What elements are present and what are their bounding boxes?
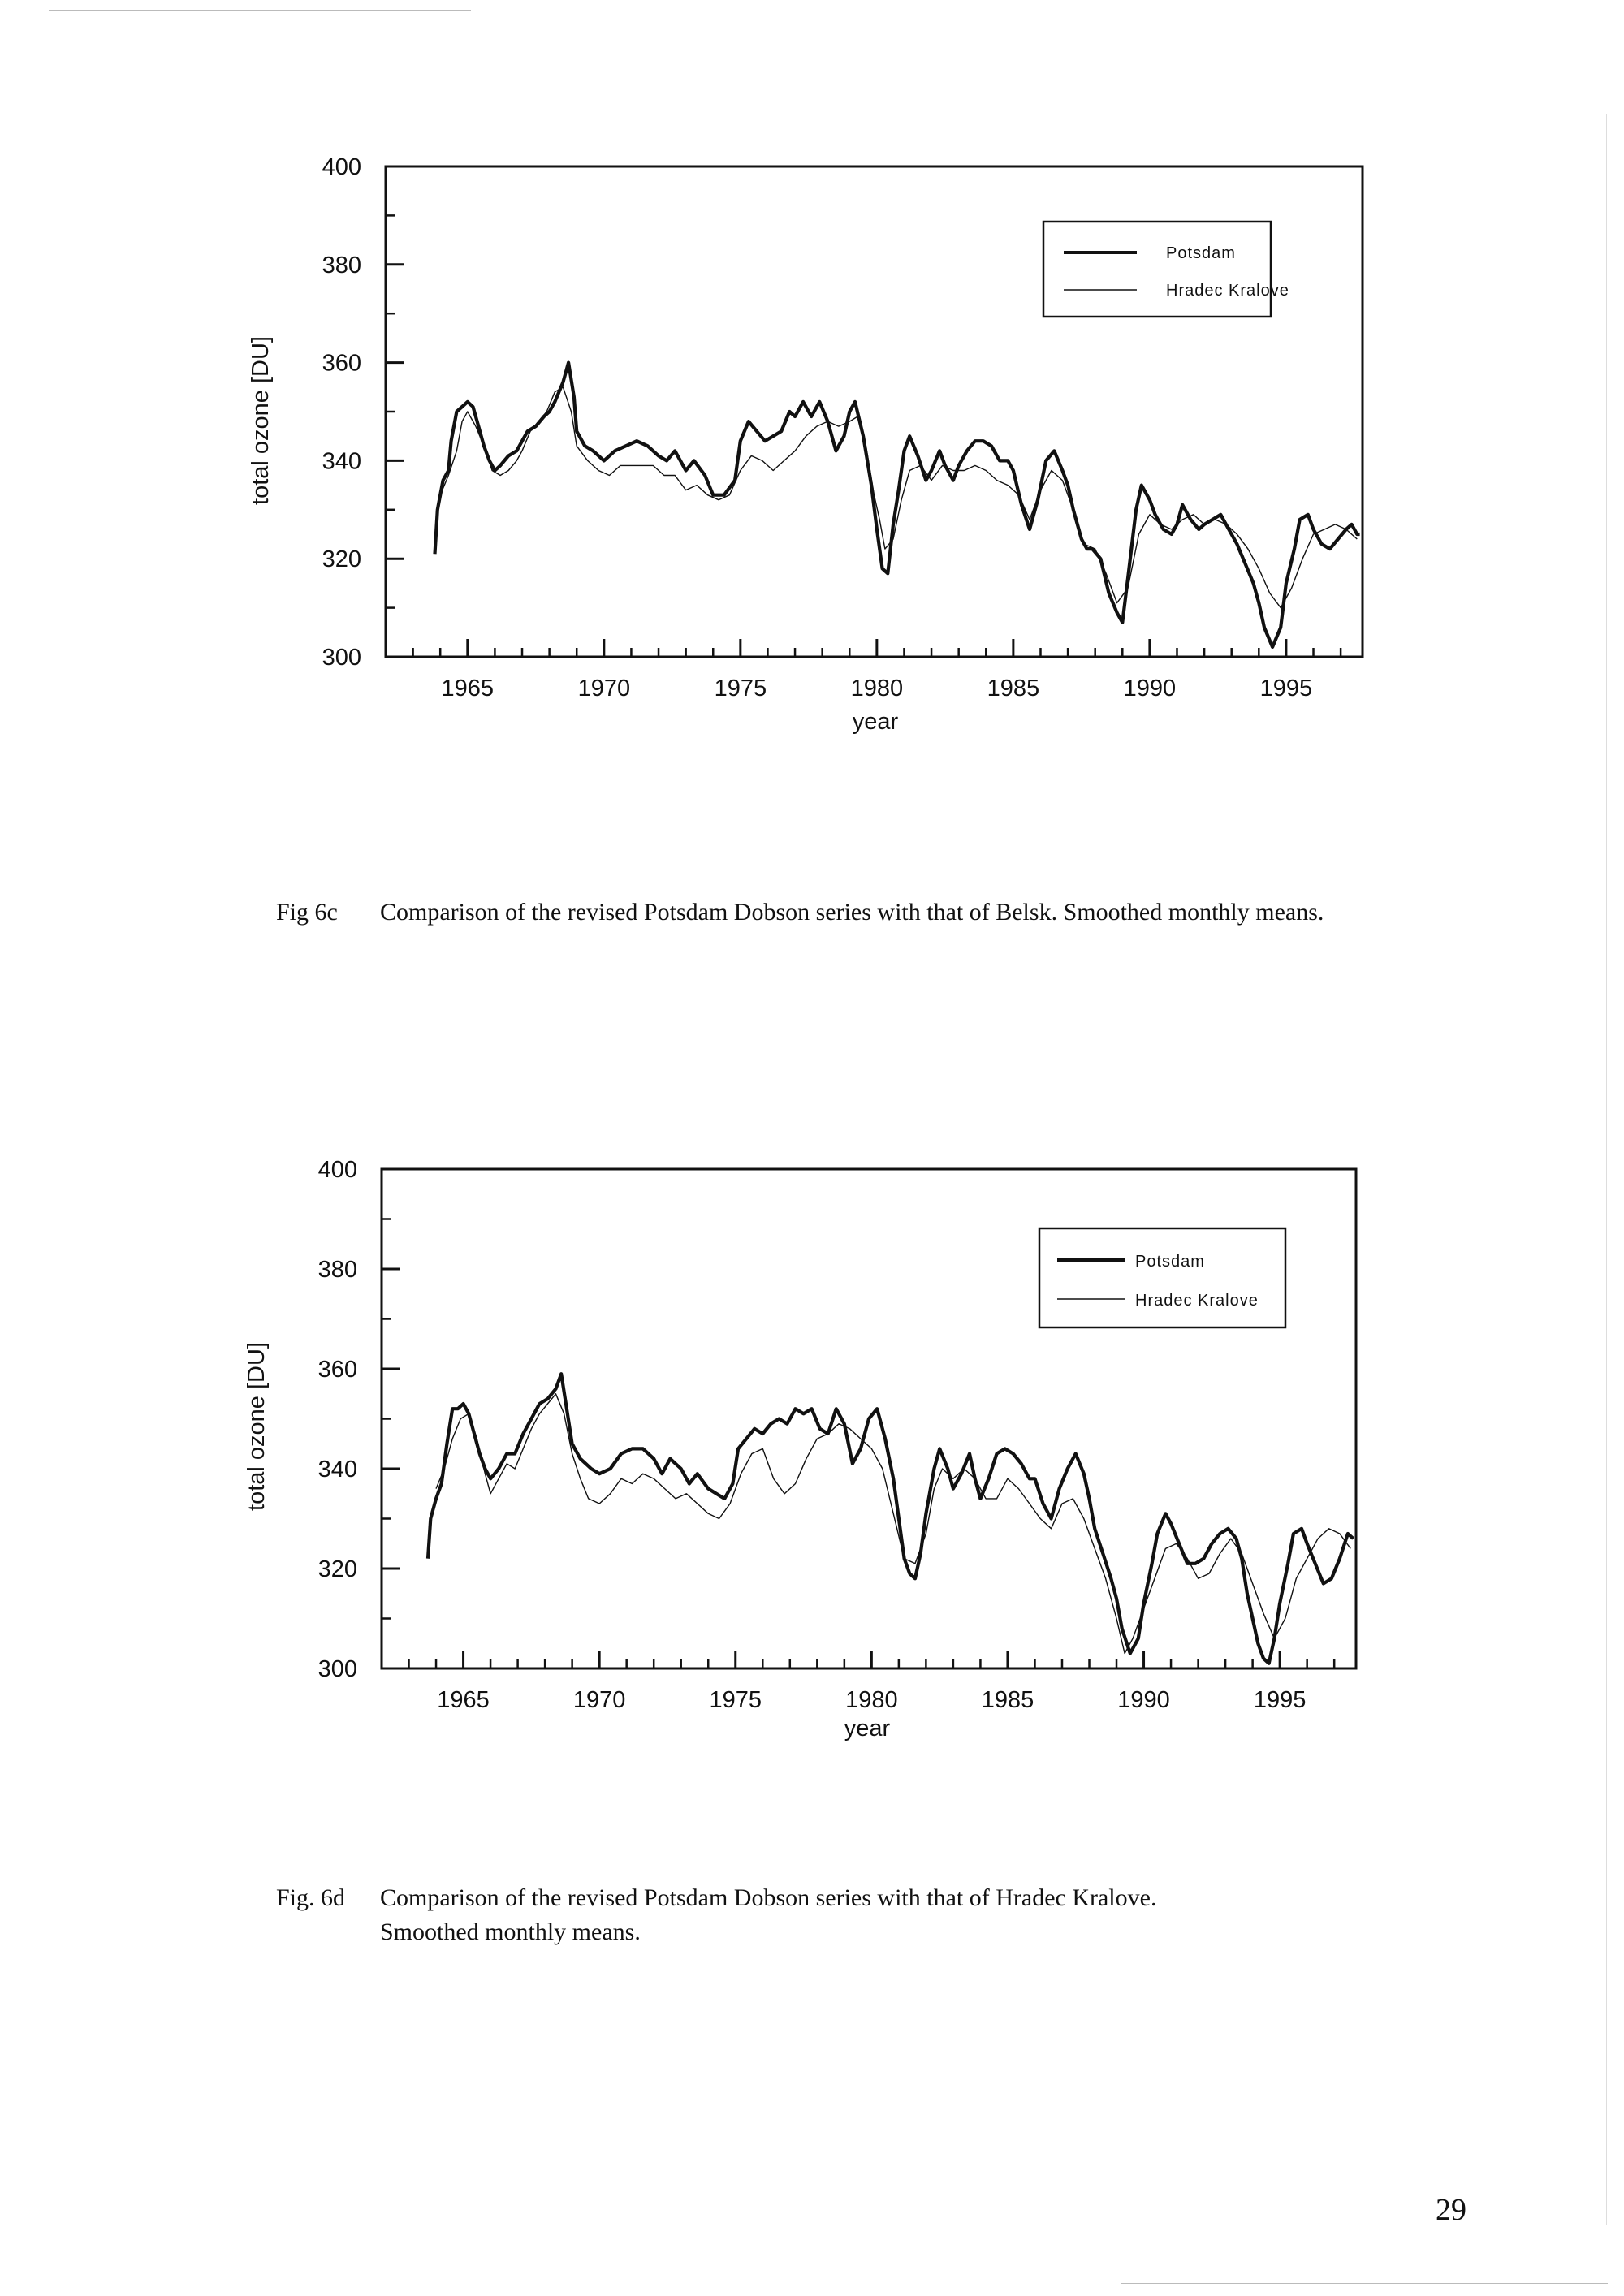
y-tick-label: 340 — [317, 1457, 357, 1482]
chart-fig-6d — [244, 1157, 1356, 1741]
x-tick-label: 1995 — [1259, 675, 1313, 701]
y-tick-label: 320 — [322, 546, 361, 573]
figure-caption: Comparison of the revised Potsdam Dobson series with that of Belsk. Smoothed monthly means. — [380, 899, 1324, 926]
y-tick-label: 400 — [317, 1157, 357, 1183]
page-number: 29 — [1436, 2193, 1466, 2227]
scan-edge-top — [49, 10, 471, 11]
x-tick-label: 1965 — [441, 675, 495, 701]
x-axis-label: year — [852, 709, 899, 735]
x-tick-label: 1970 — [572, 1687, 626, 1713]
series-line-hradec-kralove — [436, 1394, 1350, 1654]
scan-edge-right — [1606, 114, 1607, 2225]
x-tick-label: 1990 — [1117, 1687, 1170, 1713]
y-tick-label: 380 — [322, 252, 361, 278]
figure-caption-line-2: Smoothed monthly means. — [380, 1918, 641, 1945]
y-tick-label: 380 — [317, 1257, 357, 1283]
figure-label: Fig. 6d — [276, 1884, 346, 1911]
x-tick-label: 1975 — [709, 1687, 762, 1713]
chart-fig-6c — [248, 154, 1363, 735]
x-tick-label: 1985 — [981, 1687, 1034, 1713]
scan-edge-bottom — [1121, 2283, 1608, 2284]
y-tick-label: 320 — [317, 1556, 357, 1582]
y-axis-label: total ozone [DU] — [248, 336, 274, 505]
legend-label-hradec-kralove: Hradec Kralove — [1135, 1292, 1259, 1310]
y-tick-label: 340 — [322, 448, 361, 475]
figure-caption-line-1: Comparison of the revised Potsdam Dobson series with that of Hradec Kralove. — [380, 1884, 1157, 1911]
x-tick-label: 1970 — [577, 675, 631, 701]
y-tick-label: 300 — [322, 645, 361, 671]
x-axis-label: year — [844, 1716, 891, 1741]
y-tick-label: 300 — [317, 1656, 357, 1682]
x-tick-label: 1995 — [1253, 1687, 1307, 1713]
legend — [1039, 1228, 1285, 1327]
x-tick-label: 1980 — [850, 675, 904, 701]
x-tick-label: 1980 — [845, 1687, 898, 1713]
legend-label-potsdam: Potsdam — [1135, 1253, 1205, 1271]
y-tick-label: 360 — [317, 1357, 357, 1383]
y-tick-label: 400 — [322, 154, 361, 180]
y-axis-label: total ozone [DU] — [244, 1342, 270, 1511]
x-tick-label: 1965 — [437, 1687, 490, 1713]
legend-label-belsk: Hradec Kralove — [1166, 282, 1289, 300]
x-tick-label: 1975 — [714, 675, 767, 701]
legend — [1043, 222, 1289, 317]
x-tick-label: 1990 — [1123, 675, 1177, 701]
x-tick-label: 1985 — [987, 675, 1040, 701]
figure-label: Fig 6c — [276, 899, 338, 926]
series-line-potsdam — [435, 363, 1360, 647]
y-tick-label: 360 — [322, 350, 361, 377]
series-line-potsdam — [428, 1374, 1354, 1664]
legend-label-potsdam: Potsdam — [1166, 244, 1236, 262]
